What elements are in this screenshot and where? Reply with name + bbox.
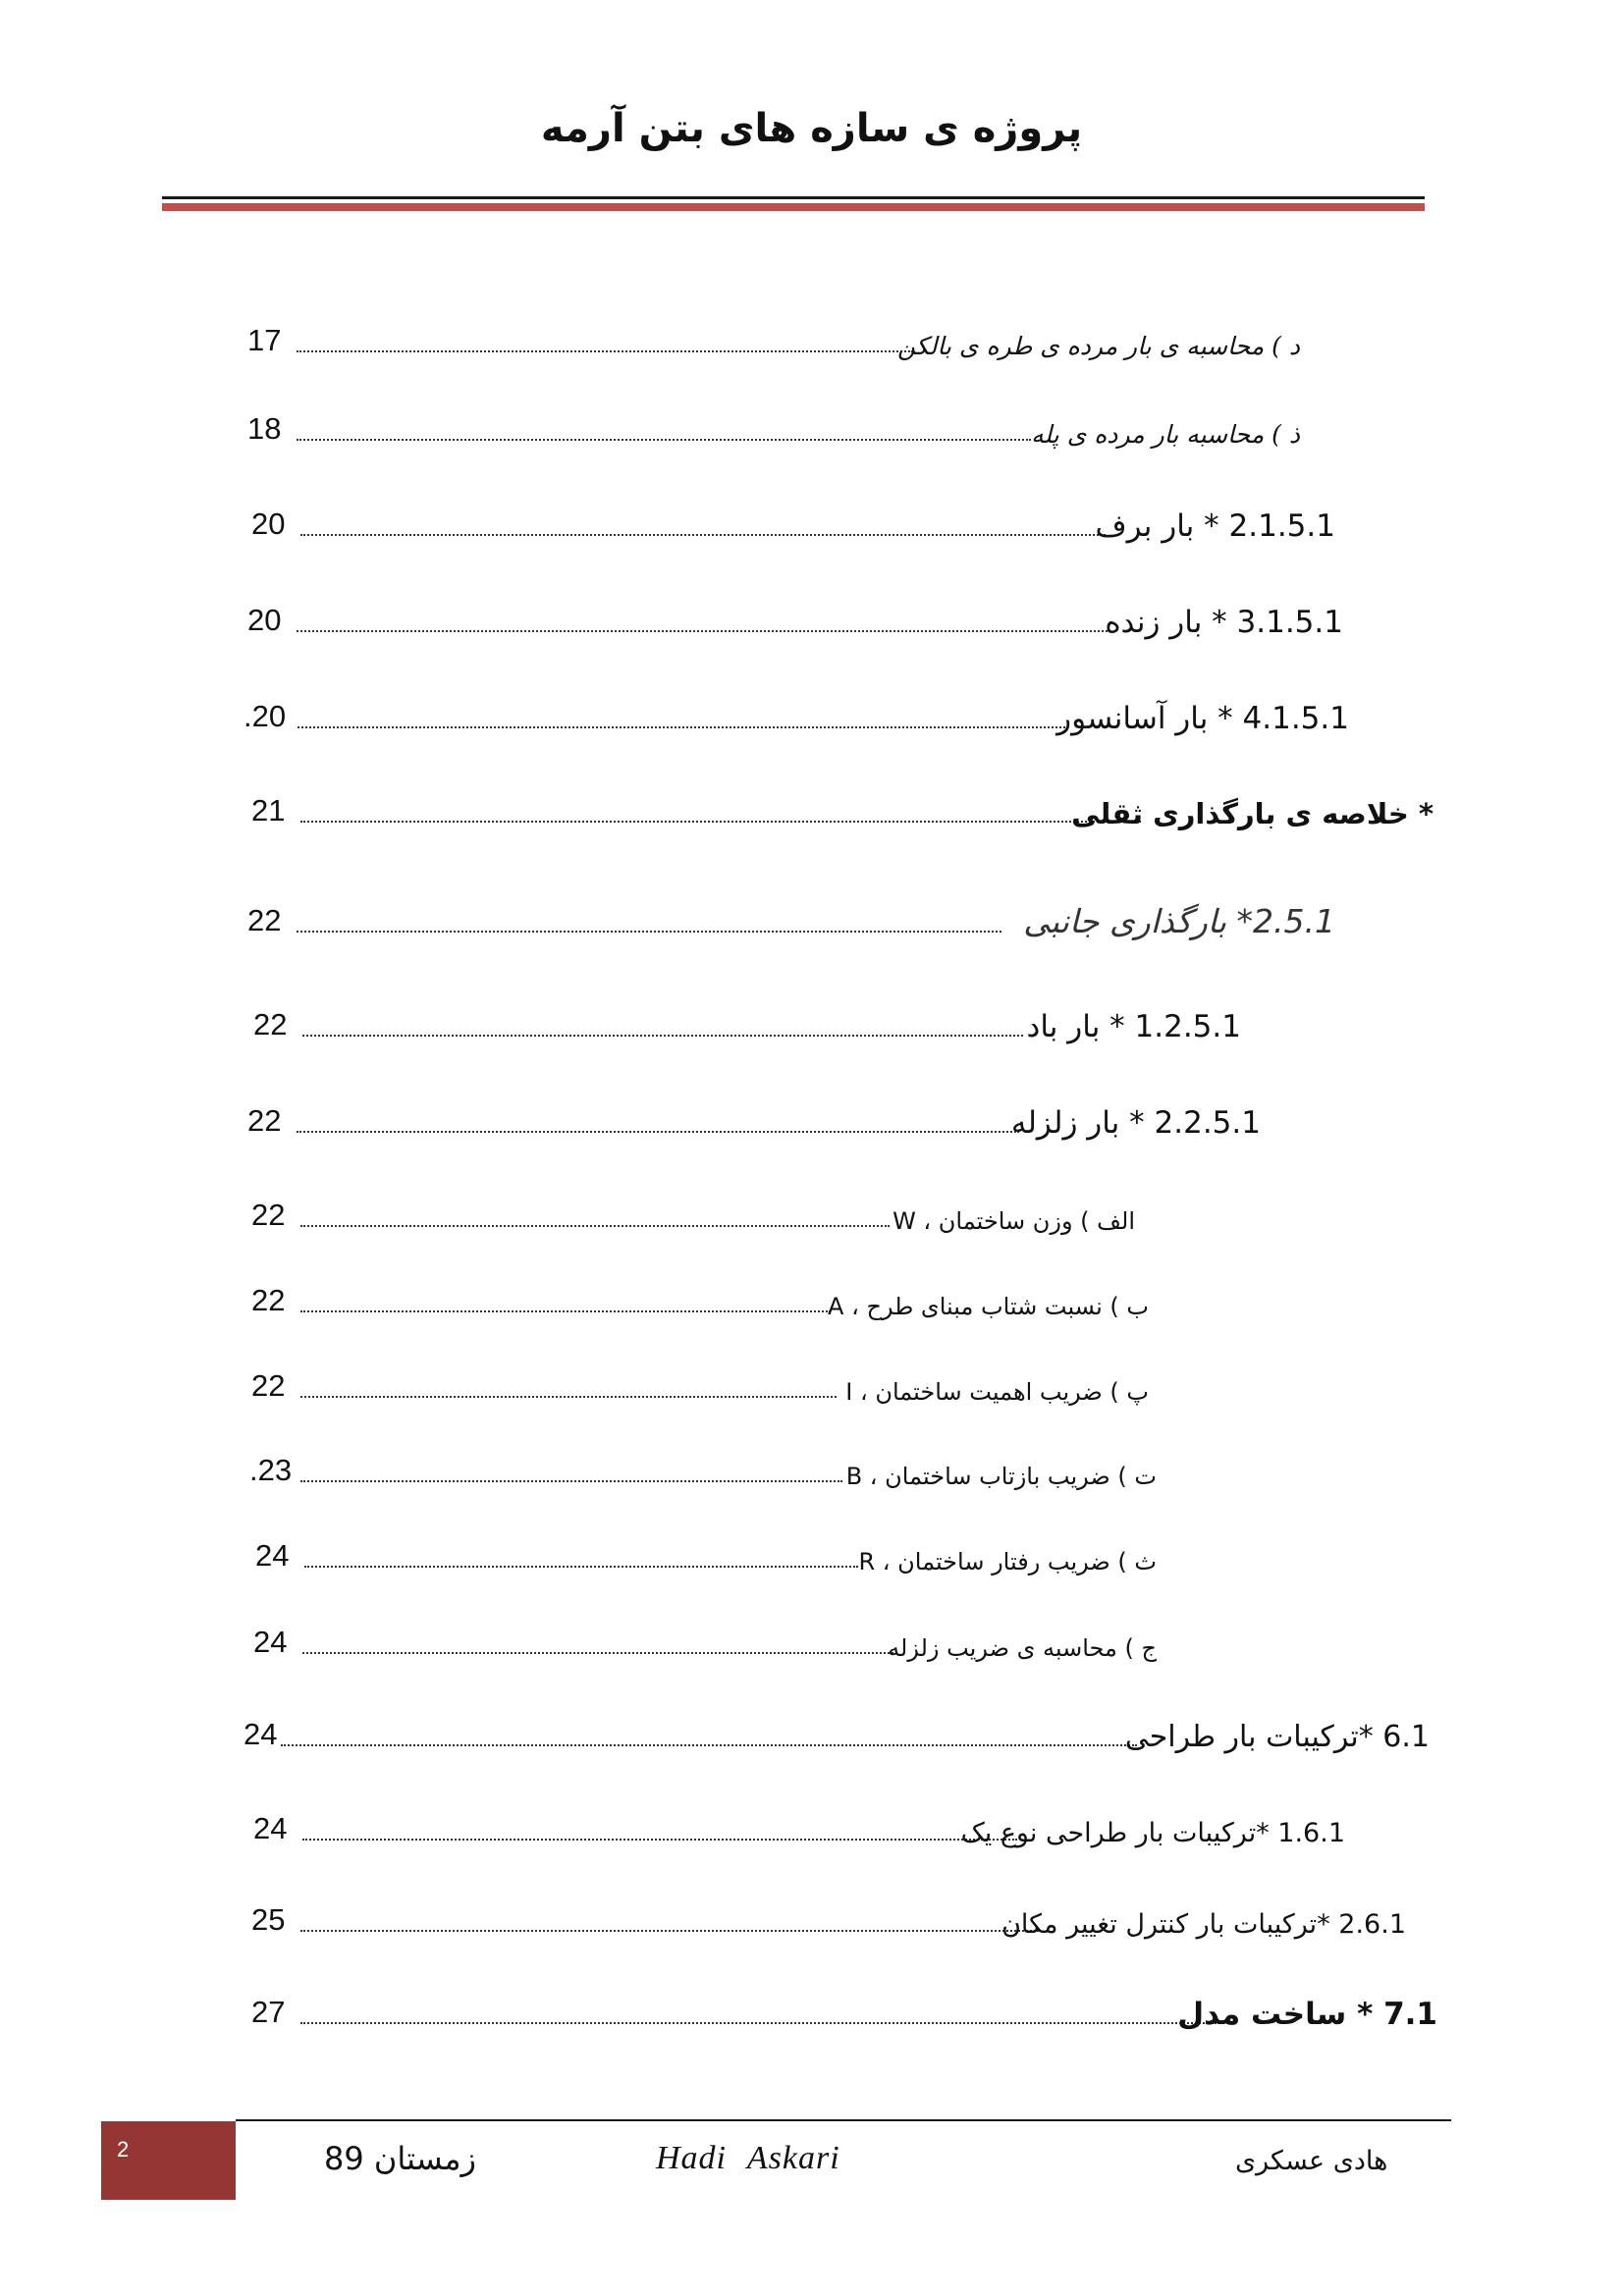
toc-label: 7.1 * ساخت مدل (1177, 1997, 1437, 2032)
toc-leader-dots (297, 350, 913, 352)
toc-page-number: 20 (251, 507, 286, 541)
toc-leader-dots (302, 1035, 1023, 1037)
toc-page-number: 17 (247, 323, 282, 357)
toc-leader-dots (300, 1225, 890, 1227)
toc-leader-dots (302, 1652, 897, 1654)
toc-label: الف ) وزن ساختمان ، W (893, 1207, 1135, 1235)
toc-entry[interactable] (253, 1623, 1157, 1666)
toc-label: ذ ) محاسبه بار مرده ی پله (1031, 420, 1300, 449)
toc-entry[interactable] (247, 901, 1335, 944)
toc-page-number: 22 (251, 1368, 286, 1403)
toc-leader-dots (300, 1310, 831, 1312)
toc-page-number: 22 (251, 1198, 286, 1232)
toc-label: 2.5.1* بارگذاری جانبی (1023, 902, 1335, 940)
toc-entry[interactable] (253, 1005, 1241, 1048)
toc-leader-dots (300, 1396, 837, 1398)
footer-rule (236, 2119, 1451, 2121)
toc-entry[interactable] (251, 505, 1335, 548)
footer-date: زمستان 89 (324, 2140, 476, 2177)
toc-entry[interactable] (247, 321, 1308, 364)
toc-label: پ ) ضریب اهمیت ساختمان ، I (845, 1378, 1149, 1406)
toc-entry[interactable] (253, 1809, 1345, 1852)
toc-label: 1.6.1 *ترکیبات بار طراحی نوع یک (960, 1818, 1345, 1848)
toc-label: 6.1 *ترکیبات بار طراحی (1124, 1720, 1430, 1754)
toc-label: ج ) محاسبه ی ضریب زلزله (888, 1634, 1157, 1662)
toc-leader-dots (300, 2022, 1219, 2024)
toc-label: ت ) ضریب بازتاب ساختمان ، B (845, 1463, 1157, 1490)
toc-page-number: 22 (247, 1103, 282, 1138)
toc-page-number: 22 (251, 1283, 286, 1317)
page-number: 2 (117, 2137, 130, 2162)
toc-label: ب ) نسبت شتاب مبنای طرح ، A (828, 1293, 1149, 1320)
toc-label: ث ) ضریب رفتار ساختمان ، R (858, 1548, 1157, 1575)
toc-entry[interactable] (251, 791, 1434, 834)
footer-latin-name: Hadi Askari (656, 2140, 840, 2176)
toc-leader-dots (297, 630, 1108, 632)
toc-leader-dots (302, 1839, 1017, 1841)
toc-label: د ) محاسبه ی بار مرده ی طره ی بالکن (896, 332, 1300, 360)
toc-entry[interactable] (251, 1196, 1135, 1239)
toc-label: 3.1.5.1 * بار زنده (1105, 605, 1343, 640)
toc-entry[interactable] (251, 1900, 1406, 1944)
toc-leader-dots (297, 1131, 1019, 1133)
toc-leader-dots (281, 1744, 1137, 1746)
toc-leader-dots (300, 1480, 842, 1482)
toc-label: 4.1.5.1 * بار آسانسور (1056, 701, 1349, 736)
toc-leader-dots (300, 1930, 1039, 1932)
document-title: پروژه ی سازه های بتن آرمه (540, 106, 1083, 151)
toc-page-number: 22 (253, 1007, 288, 1041)
toc-entry[interactable] (247, 409, 1308, 453)
footer-author: هادی عسکری (1235, 2146, 1388, 2176)
toc-page-number: 24 (253, 1625, 288, 1659)
toc-page-number: 27 (251, 1995, 286, 2029)
toc-entry[interactable] (243, 1715, 1430, 1758)
toc-entry[interactable] (249, 1451, 1157, 1494)
toc-entry[interactable] (247, 601, 1343, 644)
page-number-box (101, 2121, 236, 2200)
toc-leader-dots (304, 1566, 858, 1568)
toc-page-number: .20 (243, 699, 287, 733)
toc-page-number: 25 (251, 1902, 286, 1937)
toc-entry[interactable] (247, 1101, 1261, 1145)
toc-entry[interactable] (251, 1993, 1437, 2036)
toc-label: 1.2.5.1 * بار باد (1026, 1009, 1241, 1044)
toc-leader-dots (297, 439, 1031, 441)
toc-label: * خلاصه ی بارگذاری ثقلی (1071, 797, 1434, 830)
toc-entry[interactable] (243, 697, 1349, 740)
toc-leader-dots (300, 534, 1106, 536)
toc-label: 2.2.5.1 * بار زلزله (1010, 1105, 1261, 1141)
toc-page-number: .23 (249, 1453, 293, 1487)
toc-page-number: 24 (243, 1717, 278, 1751)
toc-page-number: 20 (247, 603, 282, 637)
toc-page-number: 24 (253, 1811, 288, 1845)
toc-page-number: 22 (247, 903, 282, 937)
toc-leader-dots (298, 726, 1065, 728)
toc-label: 2.6.1 *ترکیبات بار کنترل تغییر مکان (1001, 1909, 1406, 1940)
toc-page-number: 21 (251, 793, 286, 828)
toc-leader-dots (297, 931, 1001, 933)
toc-label: 2.1.5.1 * بار برف (1095, 508, 1335, 544)
toc-entry[interactable] (251, 1281, 1149, 1324)
toc-page-number: 18 (247, 411, 282, 446)
toc-entry[interactable] (255, 1536, 1157, 1579)
toc-page-number: 24 (255, 1538, 290, 1573)
toc-leader-dots (300, 821, 1141, 823)
toc-entry[interactable] (251, 1366, 1149, 1410)
